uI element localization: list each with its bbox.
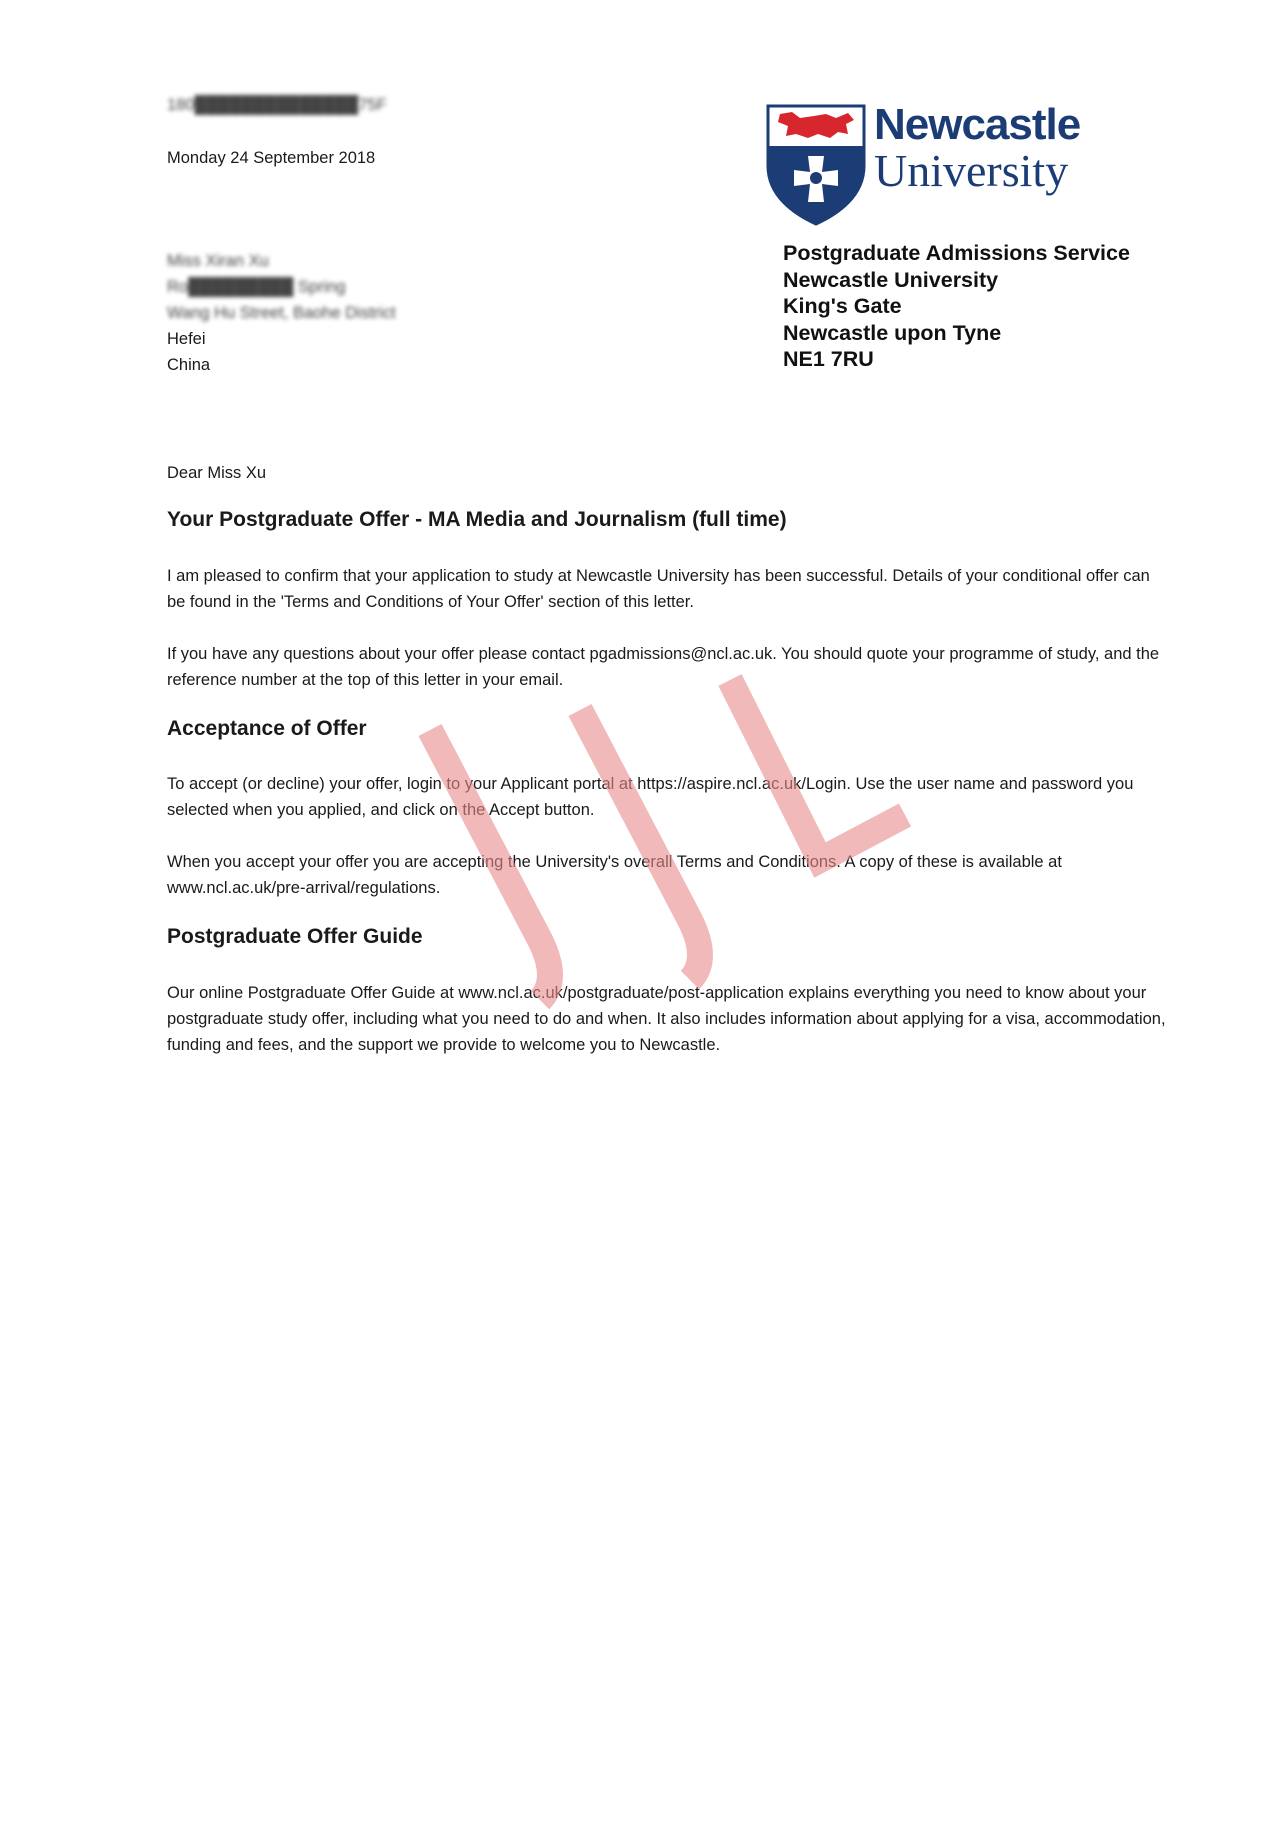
sender-address [783, 240, 1130, 373]
recipient-city: Hefei [167, 330, 206, 348]
university-crest-icon [766, 104, 866, 226]
sender-line2: Newcastle University [783, 267, 999, 292]
guide-paragraph: Our online Postgraduate Offer Guide at www.ncl.ac.uk/postgraduate/post-application explains everything you need to know about your postgraduate study offer, including what you need to do and when. It also includes information about applying for a visa, accommodation, funding and fees, and the support we provide to welcome you to Newcastle. [167, 984, 1166, 1054]
logo-newcastle: Newcastle [874, 100, 1081, 149]
salutation-text: Dear Miss Xu [167, 464, 267, 482]
recipient-country: China [167, 356, 211, 374]
intro-paragraph-1: I am pleased to confirm that your application to study at Newcastle University has been successful. Details of your conditional offer can be found in the 'Terms and Conditions of Your Offer' section of this letter. [167, 567, 1150, 611]
university-logo [766, 100, 1121, 228]
recipient-line1: Ro█████████ Spring [167, 278, 346, 296]
letter-date: Monday 24 September 2018 [167, 149, 376, 167]
salutation [167, 462, 266, 484]
acceptance-paragraph-1: To accept (or decline) your offer, login to your Applicant portal at https://aspire.ncl.ac.uk/Login. Use the user name and password you selected when you applied, and click on the Accept button. [167, 775, 1134, 819]
sender-line5: NE1 7RU [783, 347, 874, 371]
recipient-line2: Wang Hu Street, Baohe District [167, 304, 396, 322]
guide-heading: Postgraduate Offer Guide [167, 925, 423, 948]
acceptance-heading: Acceptance of Offer [167, 717, 367, 740]
offer-title: Your Postgraduate Offer - MA Media and Journalism (full time) [167, 508, 787, 531]
recipient-address [167, 250, 396, 380]
acceptance-paragraph-2: When you accept your offer you are accepting the University's overall Terms and Conditions. A copy of these is available at www.ncl.ac.uk/pre-arrival/regulations. [167, 853, 1062, 897]
reference-number: 180██████████████75F [167, 96, 387, 114]
logo-university: University [874, 145, 1069, 196]
watermark-letter-l [730, 680, 905, 860]
sender-line4: Newcastle upon Tyne [783, 320, 1002, 345]
intro-paragraph-2: If you have any questions about your offer please contact pgadmissions@ncl.ac.uk. You should quote your programme of study, and the reference number at the top of this letter in your email. [167, 645, 1160, 689]
sender-line1: Postgraduate Admissions Service [783, 241, 1130, 265]
watermark-letter-j2 [580, 710, 700, 980]
recipient-name: Miss Xiran Xu [167, 252, 269, 270]
sender-line3: King's Gate [783, 294, 902, 318]
